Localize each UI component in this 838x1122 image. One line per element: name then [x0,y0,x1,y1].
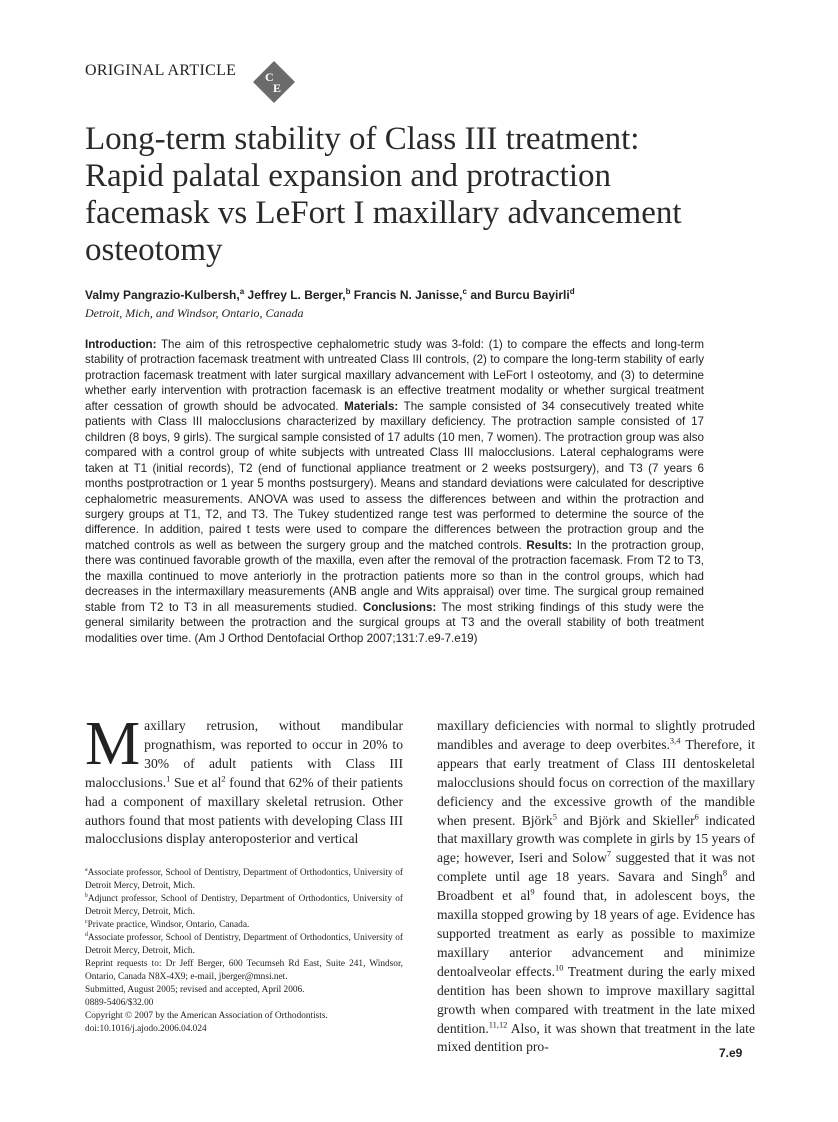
svg-text:E: E [273,81,282,95]
abstract-text: The sample consisted of 34 consecutively treated white patients with Class III malocclusions characterized by maxillary deficiency. The protraction sample consisted of 17 children (8 boys, 9 girls). The surgical sample consisted of 17 adults (10 men, 7 women). The protraction group was also compared with a control group of white subjects with untreated Class III malocclusions. Lateral cephalograms were taken at T1 (initial records), T2 (end of functional appliance treatment or 2 weeks postsurgery), and T3 (7 years 6 months postprotraction or 1 year 5 months postsurgery). Means and standard deviations were calculated for descriptive cephalometric measurements. ANOVA was used to assess the differences between and within the protraction and surgery groups at T1, T2, and T3. The Tukey studentized range test was performed to determine the source of the difference. In addition, paired t tests were used to compare the differences between the protraction group and the matched controls as well as between the surgery group and the matched controls. [85,399,704,552]
citation: 2 [221,773,226,784]
issn-price: 0889-5406/$32.00 [85,998,154,1008]
article-title: Long-term stability of Class III treatment: Rapid palatal expansion and protraction facemask vs LeFort I maxillary advancement osteotomy [85,121,682,268]
author-sup: c [462,287,467,296]
footnote-text: Associate professor, School of Dentistry, Department of Orthodontics, University of Detroit Mercy, Detroit, Mich. [85,868,403,891]
body-text: Treatment during the early mixed dentition has been shown to improve maxillary sagittal growth when compared with treatment in the late mixed dentition. [437,963,755,1036]
author: and Burcu Bayirli [470,288,570,302]
body-text: Sue et al [170,774,222,790]
footnote [85,932,403,958]
citation: 6 [694,811,699,821]
abstract-heading: Introduction: [85,338,157,351]
svg-text:C: C [265,70,274,84]
body-column-right [437,717,755,1057]
page-number: 7.e9 [719,1046,743,1060]
body-text: Therefore, it appears that early treatment of Class III dentoskeletal malocclusions should focus on correction of the maxillary deficiency and the excessive growth of the mandible when present. Björk [437,736,755,828]
abstract-heading: Results: [526,538,573,552]
abstract-text: The most striking findings of this study were the general similarity between the protraction and the surgical groups at T3 and the overall stability of both treatment modalities over time. (Am J Orthod Dentofacial Orthop 2007;131:7.e9-7.e19) [85,600,704,645]
body-text: indicated that maxillary growth was complete in girls by 15 years of age; however, Iseri and Solow [437,812,755,866]
author: Francis N. Janisse, [353,288,463,302]
author-sup: b [345,287,351,296]
copyright: Copyright © 2007 by the American Association of Orthodontists. [85,1011,328,1021]
author-sup: a [239,287,245,296]
footnotes [85,867,403,1036]
abstract [85,337,704,646]
citation: 9 [530,886,535,897]
section-label: ORIGINAL ARTICLE [85,62,237,79]
citation: 3,4 [669,735,681,746]
abstract-text: In the protraction group, there was continued favorable growth of the maxilla, even after the removal of the protraction facemask. From T2 to T3, the maxilla continued to move anteriorly in the protraction patients more so than in the control groups, which had decreases in the intermaxillary measurements (ANB angle and Wits appraisal) over time. The surgical group remained stable from T2 to T3 in all measurements studied. [85,538,704,614]
body-text: found that, in adolescent boys, the maxilla stopped growing by 18 years of age. Evidence has supported treatment as early as possible to maximize maxillary anterior advancement and minimize dentoalveolar effects. [437,888,755,979]
citation: 1 [166,773,171,784]
citation: 11,12 [488,1018,508,1029]
citation: 5 [552,811,557,821]
footnote [85,893,403,919]
body-text: found that 62% of their patients had a component of maxillary skeletal retrusion. Other authors found that most patients with developing Class III malocclusions display anteroposterior and vertical [85,774,403,847]
citation: 8 [722,867,728,878]
body-text: axillary retrusion, without mandibular prognathism, was reported to occur in 20% to 30% of adult patients with Class III malocclusions. [85,718,403,790]
submission-dates: Submitted, August 2005; revised and accepted, April 2006. [85,985,305,995]
footnote-marker: c [85,918,88,925]
body-text: maxillary deficiencies with normal to slightly protruded mandibles and average to deep overbites. [437,718,755,752]
body-text: and Björk and Skieller [556,812,695,828]
author-list [85,288,575,302]
author-sup: d [569,287,575,296]
affiliation: Detroit, Mich, and Windsor, Ontario, Canada [85,306,304,320]
body-column-left [85,710,403,849]
author: Jeffrey L. Berger, [247,288,346,302]
reprint-requests: Reprint requests to: Dr Jeff Berger, 600 Tecumseh Rd East, Suite 241, Windsor, Ontario, Canada N8X-4X9; e-mail, jberger@mnsi.net. [85,959,403,982]
footnote [85,919,403,932]
abstract-text: The aim of this retrospective cephalometric study was 3-fold: (1) to compare the effects and long-term stability of protraction facemask treatment with untreated Class III controls, (2) to compare the long-term stability of early protraction facemask treatment with later surgical maxillary advancement with LeFort I osteotomy, and (3) to determine whether early intervention with protraction facemask is an effective treatment modality or whether surgical treatment after cessation of growth should be advocated. [85,338,704,413]
footnote-marker: d [85,931,88,938]
footnote-text: Private practice, Windsor, Ontario, Canada. [87,920,250,930]
ce-badge-icon [253,61,295,103]
footnote-text: Adjunct professor, School of Dentistry, Department of Orthodontics, University of Detroit Mercy, Detroit, Mich. [85,894,403,917]
body-text: Also, it was shown that treatment in the late mixed dentition pro- [437,1020,755,1055]
doi: doi:10.1016/j.ajodo.2006.04.024 [85,1024,207,1034]
abstract-heading: Conclusions: [362,600,437,614]
drop-cap: M [85,710,141,778]
footnote-marker: a [85,866,88,873]
footnote-text: Associate professor, School of Dentistry, Department of Orthodontics, University of Detroit Mercy, Detroit, Mich. [85,933,403,956]
citation: 10 [555,962,564,973]
body-text: and Broadbent et al [437,869,755,904]
author: Valmy Pangrazio-Kulbersh, [85,288,240,302]
citation: 7 [606,848,612,859]
abstract-heading: Materials: [344,399,399,413]
footnote-marker: b [85,892,88,899]
body-text: suggested that it was not complete until age 18 years. Savara and Singh [437,850,755,885]
footnote [85,867,403,893]
